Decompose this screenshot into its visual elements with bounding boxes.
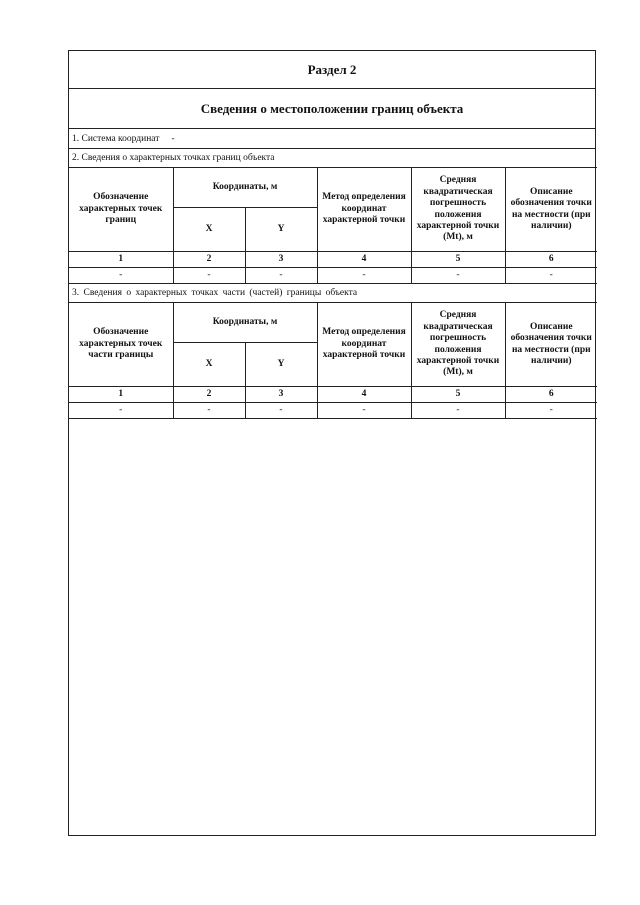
section-title bbox=[69, 51, 595, 89]
table2-cell: - bbox=[411, 403, 505, 419]
table1-header-x: X bbox=[173, 208, 245, 252]
table2-header-coords: Координаты, м bbox=[173, 303, 317, 343]
table-row bbox=[69, 268, 597, 284]
table1-number-row bbox=[69, 252, 597, 268]
table1-num-cell: 1 bbox=[69, 252, 173, 268]
table2-num-cell: 3 bbox=[245, 387, 317, 403]
table1-cell: - bbox=[69, 268, 173, 284]
coord-system-row bbox=[69, 129, 595, 149]
table1-header-error: Средняя квадратическая погрешность положения характерной точки (Mt), м bbox=[411, 168, 505, 252]
table2-header-error: Средняя квадратическая погрешность положения характерной точки (Mt), м bbox=[411, 303, 505, 387]
table2-caption-text: 3. Сведения о характерных точках части (частей) границы объекта bbox=[72, 288, 358, 298]
table1-num-cell: 2 bbox=[173, 252, 245, 268]
table1-cell: - bbox=[245, 268, 317, 284]
section-subtitle-text: Сведения о местоположении границ объекта bbox=[200, 100, 464, 116]
table2-num-cell: 6 bbox=[505, 387, 597, 403]
table2-cell: - bbox=[317, 403, 411, 419]
table1-num-cell: 3 bbox=[245, 252, 317, 268]
table1-cell: - bbox=[317, 268, 411, 284]
table1-header-description: Описание обозначения точки на местности (при наличии) bbox=[505, 168, 597, 252]
table-row bbox=[69, 403, 597, 419]
coord-system-label: 1. Система координат bbox=[72, 133, 160, 144]
table1-header-y: Y bbox=[245, 208, 317, 252]
table2-header-method: Метод определения координат характерной точки bbox=[317, 303, 411, 387]
table1-header-designation: Обозначение характерных точек границ bbox=[69, 168, 173, 252]
coord-system-value: - bbox=[171, 133, 175, 144]
table2-number-row bbox=[69, 387, 597, 403]
table1-cell: - bbox=[505, 268, 597, 284]
table2-num-cell: 4 bbox=[317, 387, 411, 403]
table1-points bbox=[69, 167, 597, 284]
table1-header-coords: Координаты, м bbox=[173, 168, 317, 208]
table2-caption bbox=[69, 284, 595, 302]
table2-cell: - bbox=[69, 403, 173, 419]
document-frame bbox=[68, 50, 596, 836]
table1-num-cell: 4 bbox=[317, 252, 411, 268]
table2-points bbox=[69, 302, 597, 419]
table1-num-cell: 6 bbox=[505, 252, 597, 268]
section-subtitle bbox=[69, 89, 595, 129]
table2-header-description: Описание обозначения точки на местности (при наличии) bbox=[505, 303, 597, 387]
table2-cell: - bbox=[173, 403, 245, 419]
table1-header-method: Метод определения координат характерной точки bbox=[317, 168, 411, 252]
table1-caption bbox=[69, 149, 595, 167]
table2-num-cell: 2 bbox=[173, 387, 245, 403]
table1-cell: - bbox=[411, 268, 505, 284]
table1-num-cell: 5 bbox=[411, 252, 505, 268]
table2-header-designation: Обозначение характерных точек части границы bbox=[69, 303, 173, 387]
table2-cell: - bbox=[245, 403, 317, 419]
table2-num-cell: 5 bbox=[411, 387, 505, 403]
table2-header-y: Y bbox=[245, 343, 317, 387]
table1-cell: - bbox=[173, 268, 245, 284]
section-title-text: Раздел 2 bbox=[307, 61, 357, 77]
table2-cell: - bbox=[505, 403, 597, 419]
table2-header-x: X bbox=[173, 343, 245, 387]
table1-caption-text: 2. Сведения о характерных точках границ объекта bbox=[72, 153, 275, 163]
table2-num-cell: 1 bbox=[69, 387, 173, 403]
